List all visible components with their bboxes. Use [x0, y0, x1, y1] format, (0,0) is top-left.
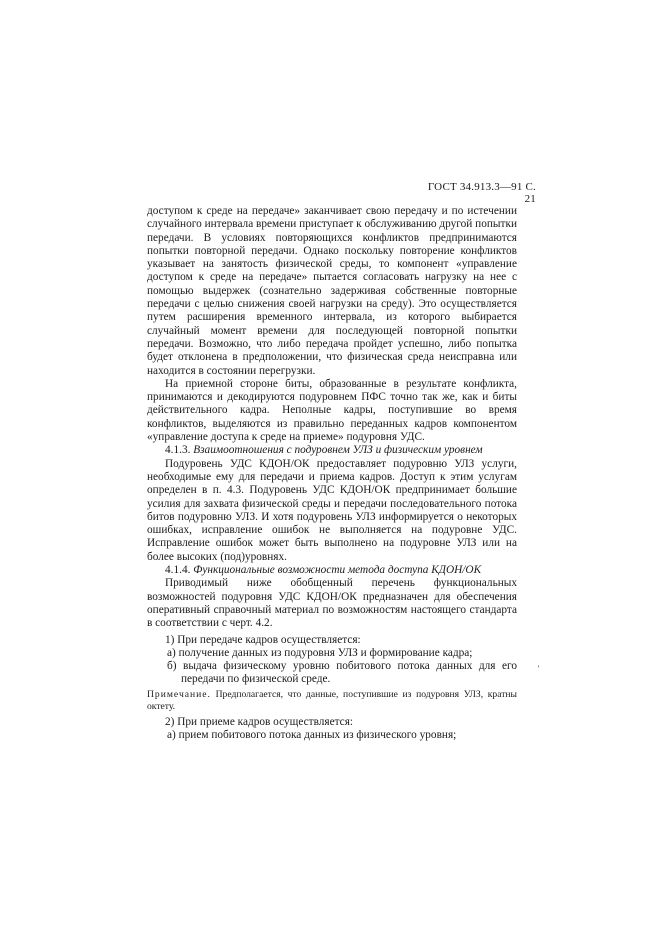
paragraph-functional-list-intro: Приводимый ниже обобщенный перечень функциональных возможностей подуровня УДС КДОН/ОК предназначен для обеспечения оперативный справочный материал по возможностям настоящего стандарта в соответствии с черт. 4.2.: [147, 577, 517, 630]
note: [147, 689, 517, 713]
list-subitem-transmit-a: а) получение данных из подуровня УЛЗ и формирование кадра;: [167, 646, 473, 659]
paragraph-llc-relations: Подуровень УДС КДОН/ОК предоставляет подуровню УЛЗ услуги, необходимые ему для передачи и приема кадров. Доступ к этим услугам определен в п. 4.3. Подуровень УДС КДОН/ОК предпринимает большие усилия для захвата физической среды и передачи последовательного потока битов подуровню УЛЗ. И хотя подуровень УЛЗ информируется о некоторых ошибках, исправление ошибок не выполняется на подуровне УДС. Исправление ошибок может быть выполнено на подуровне УЛЗ или на более высоких (под)уровнях.: [147, 457, 517, 563]
note-label: Примечание.: [147, 688, 211, 700]
section-number: 4.1.4.: [165, 564, 191, 577]
note-text: Предполагается, что данные, поступившие из подуровня УЛЗ, кратны октету.: [147, 688, 517, 712]
list-subitem-transmit-b: б) выдача физическому уровню побитового потока данных для его передачи по физической среде.: [167, 660, 517, 686]
section-title: Взаимоотношения с подуровнем УЛЗ и физическим уровнем: [193, 444, 483, 457]
section-heading-4-1-4: [147, 564, 517, 577]
section-title: Функциональные возможности метода доступа КДОН/ОК: [193, 564, 482, 577]
paragraph-continued: доступом к среде на передаче» заканчивает свою передачу и по истечении случайного интервала времени приступает к обслуживанию другой попытки передачи. В условиях повторяющихся конфликтов предпринимаются попытки повторной передачи. Однако поскольку повторение конфликтов указывает на занятость физической среды, то компонент «управление доступом к среде на передаче» пытается согласовать нагрузку на нее с помощью выдержек (сознательно задерживая собственные повторные передачи с целью снижения своей нагрузки на среду). Это осуществляется путем расширения временного интервала, из которого выбирается случайный момент времени для последующей повторной попытки передачи. Возможно, что либо передача пройдет успешно, либо попытка будет отклонена в предположении, что физическая среда неисправна или находится в состоянии перегрузки.: [147, 205, 517, 377]
list-item-transmit: 1) При передаче кадров осуществляется:: [165, 633, 361, 646]
list-item-receive: 2) При приеме кадров осуществляется:: [165, 715, 354, 728]
section-number: 4.1.3.: [165, 444, 191, 457]
page-header-standard-ref: ГОСТ 34.913.3—91 С. 21: [427, 181, 536, 205]
paragraph-receive-side: На приемной стороне биты, образованные в результате конфликта, принимаются и декодируются подуровнем ПФС точно так же, как и биты действительного кадра. Неполные кадры, поступившие во время конфликтов, выделяются из правильно переданных кадров компонентом «управление доступа к среде на приеме» подуровня УДС.: [147, 377, 517, 444]
margin-mark: ': [538, 664, 540, 673]
section-heading-4-1-3: [147, 444, 517, 457]
document-body: [147, 205, 517, 742]
list-subitem-receive-a: а) прием побитового потока данных из физического уровня;: [167, 728, 457, 741]
